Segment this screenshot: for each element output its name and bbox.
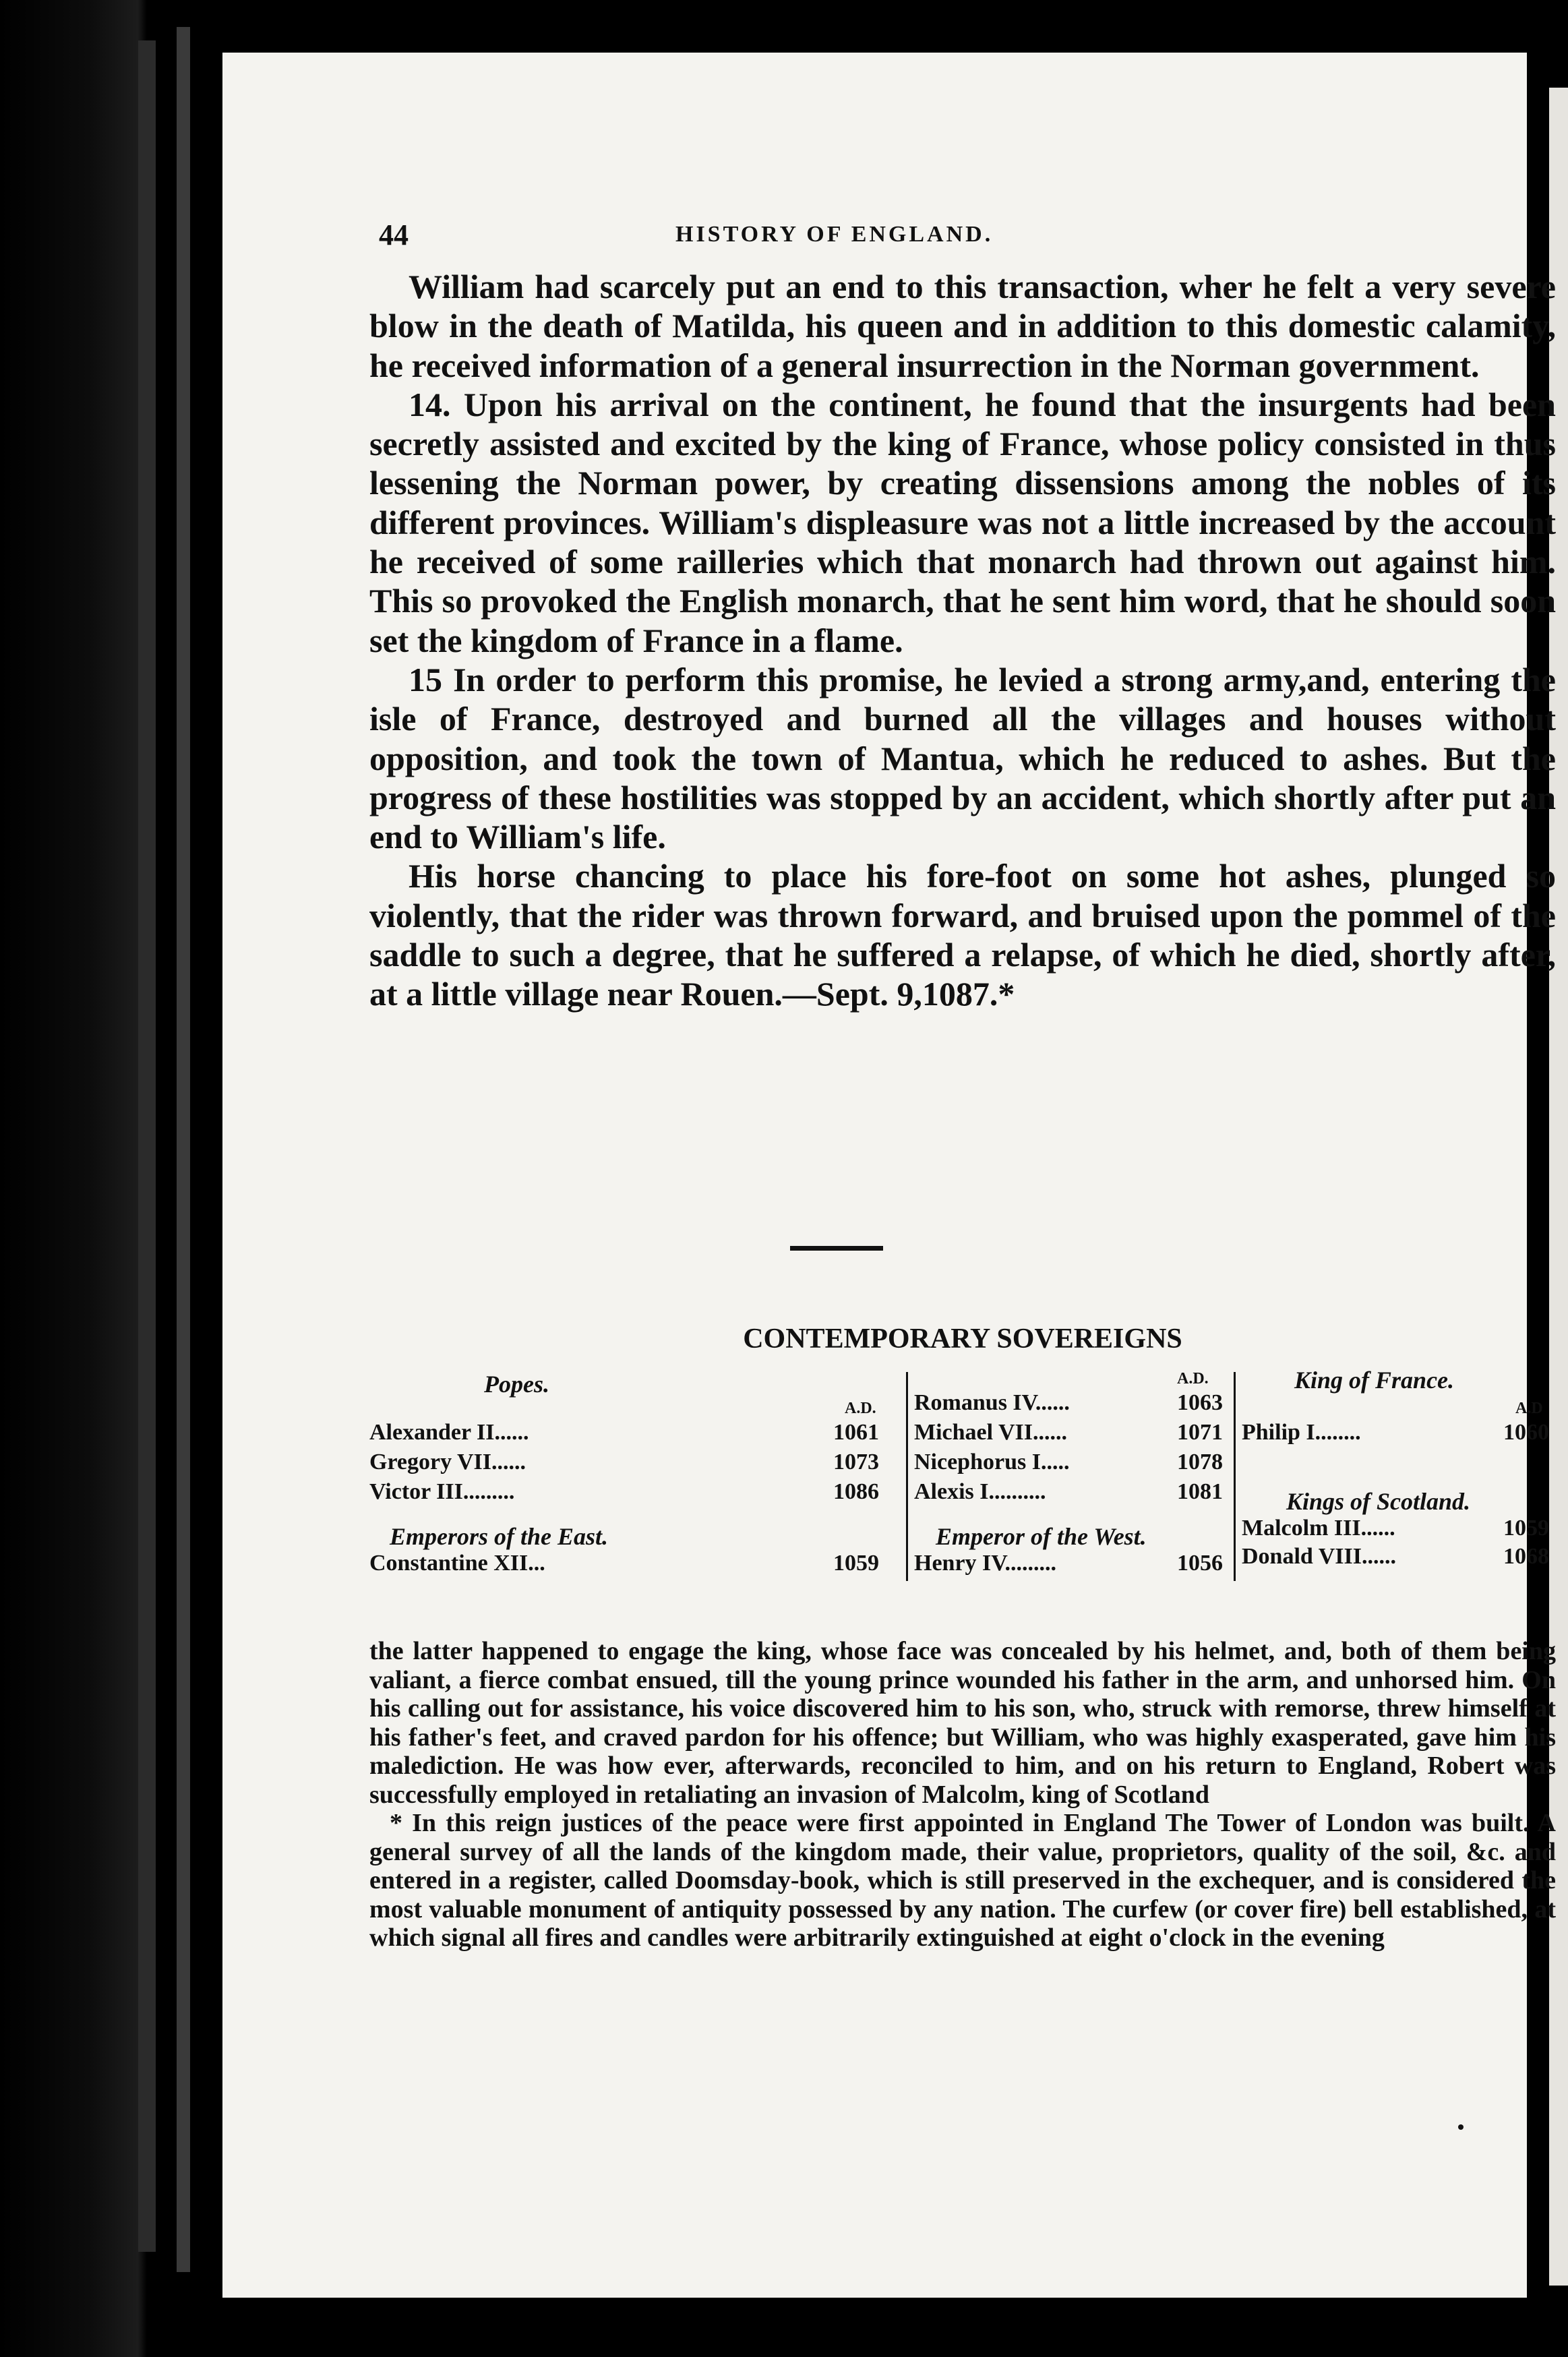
page-edge-strip [177, 27, 190, 2272]
book-page [222, 53, 1556, 2298]
scotland-heading: Kings of Scotland. [1286, 1488, 1471, 1515]
footnote-continuation: the latter happened to engage the king, whose face was concealed by his helmet, and, both of them being valiant, a fierce combat ensued, till the young prince wounded his father in the arm, and unhorsed him. On his calling out for assistance, his voice discovered him to his son, who, struck with remorse, threw himself at his father's feet, and craved pardon for his offence; but William, who was highly exasperated, gave him his malediction. He was how ever, afterwards, reconciled to him, and on his return to England, Robert was successfully employed in retaliating an invasion of Malcolm, king of Scotland [369, 1637, 1556, 1809]
france-heading: King of France. [1294, 1367, 1455, 1394]
paragraph: 14. Upon his arrival on the continent, he found that the insurgents had been secretly assisted and excited by the king of France, whose policy consisted in thus lessening the Norman power, by creating dissensions among the nobles of its different provinces. William's displeasure was not a little increased by the account he received of some railleries which that monarch had thrown out against him. This so provoked the English monarch, that he sent him word, that he should soon set the kingdom of France in a flame. [369, 385, 1556, 659]
section-rule [790, 1246, 883, 1251]
ad-label: A.D. [845, 1400, 876, 1417]
list-item: Donald VIII...... 1068 [1242, 1544, 1549, 1569]
page-number: 44 [379, 218, 409, 251]
footnote: * In this reign justices of the peace were first appointed in England The Tower of London was built. A general survey of all the lands of the kingdom made, their value, proprietors, quality of the soil, &c. and entered in a register, called Doomsday-book, which is still preserved in the exchequer, and is considered the most valuable monument of antiquity possessed by any nation. The curfew (or cover fire) bell established, at which signal all fires and candles were arbitrarily extinguished at eight o'clock in the evening [369, 1809, 1556, 1952]
paragraph: 15 In order to perform this promise, he levied a strong army,and, entering the isle of France, destroyed and burned all the villages and houses without opposition, and took the town of Mantua, which he reduced to ashes. But the progress of these hostilities was stopped by an accident, which shortly after put an end to William's life. [369, 660, 1556, 856]
list-item: Michael VII...... 1071 [914, 1420, 1223, 1445]
column-divider [1234, 1372, 1236, 1581]
list-item: Malcolm III...... 1059 [1242, 1516, 1549, 1541]
ad-label: A.D. [1177, 1370, 1209, 1388]
ink-speck [1458, 2124, 1464, 2130]
sovereigns-table [369, 1369, 1556, 1611]
list-item: Victor III......... 1086 [369, 1479, 879, 1504]
east-heading: Emperors of the East. [390, 1523, 609, 1550]
paragraph: His horse chancing to place his fore-foot on some hot ashes, plunged so violently, that the rider was thrown forward, and bruised upon the pommel of the saddle to such a degree, that he suffered a relapse, of which he died, shortly after, at a little village near Rouen.—Sept. 9,1087.* [369, 857, 1556, 1013]
ad-label: A.D [1515, 1400, 1543, 1417]
list-item: Nicephorus I..... 1078 [914, 1450, 1223, 1474]
running-head: HISTORY OF ENGLAND. [675, 222, 994, 247]
list-item: Gregory VII...... 1073 [369, 1450, 879, 1474]
list-item: Henry IV......... 1056 [914, 1551, 1223, 1576]
page-header [379, 218, 1302, 258]
sovereigns-title: CONTEMPORARY SOVEREIGNS [743, 1323, 1182, 1354]
paragraph: William had scarcely put an end to this transaction, wher he felt a very severe blow in the death of Matilda, his queen and in addition to this domestic calamity, he received information of a general insurrection in the Norman government. [369, 268, 1556, 384]
page-edge-strip [138, 40, 156, 2252]
west-heading: Emperor of the West. [936, 1523, 1147, 1550]
list-item: Alexander II...... 1061 [369, 1420, 879, 1445]
footnotes [369, 1637, 1556, 1952]
popes-heading: Popes. [484, 1371, 549, 1398]
list-item: Alexis I.......... 1081 [914, 1479, 1223, 1504]
list-item: Philip I........ 1060 [1242, 1420, 1549, 1445]
list-item: Constantine XII... 1059 [369, 1551, 879, 1576]
main-text [369, 267, 1556, 1014]
list-item: Romanus IV...... 1063 [914, 1390, 1223, 1415]
column-divider [906, 1372, 908, 1581]
